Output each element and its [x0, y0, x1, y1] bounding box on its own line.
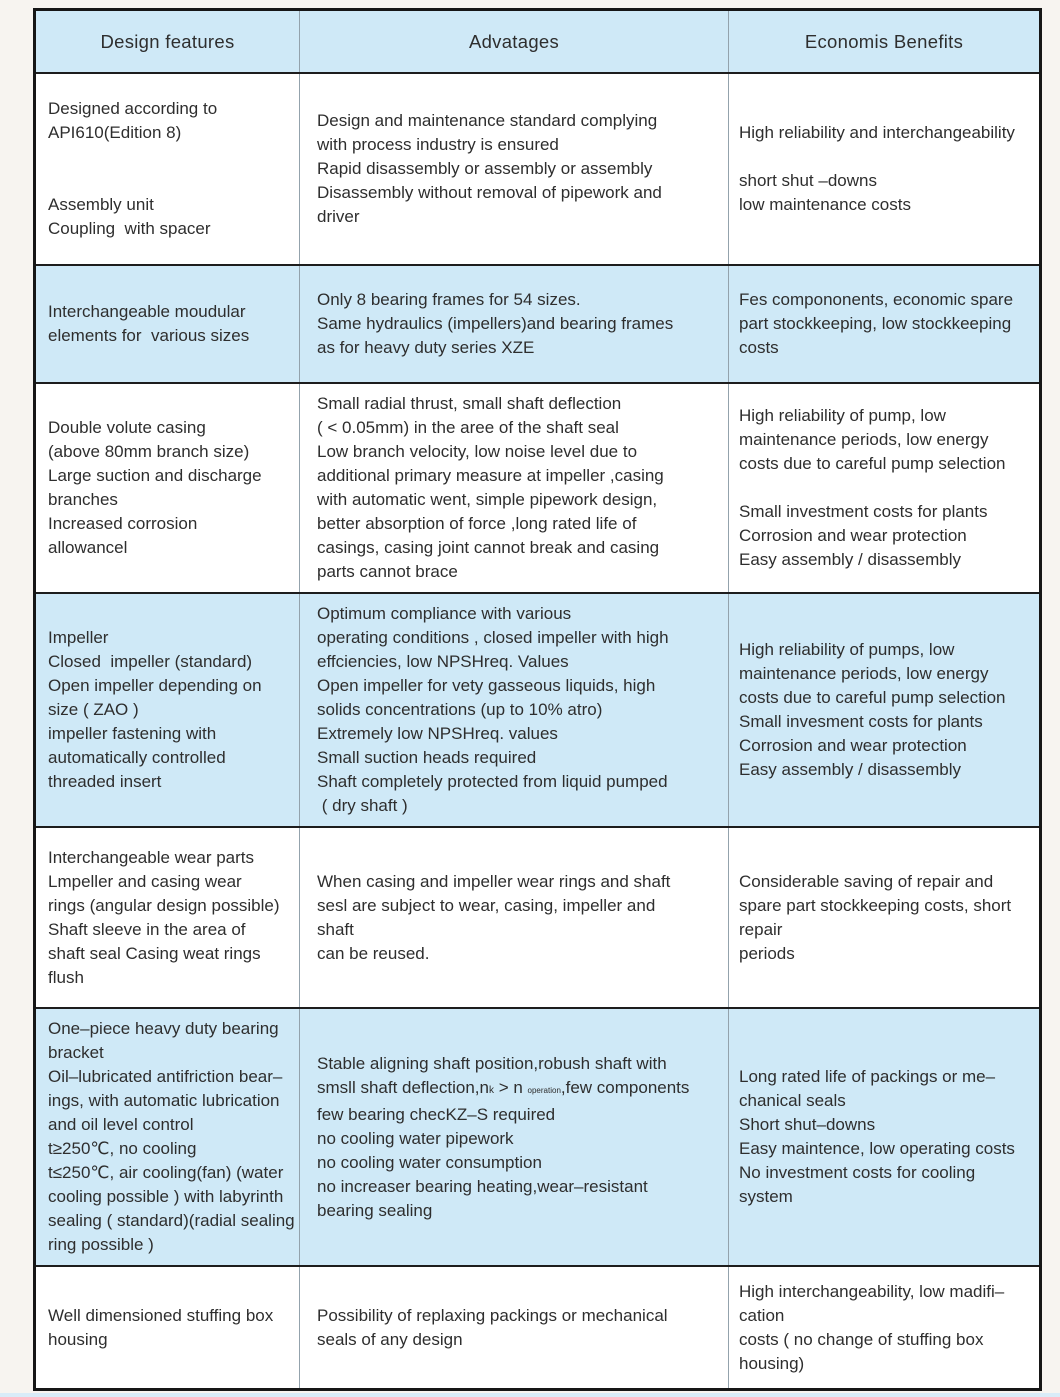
text-line: Increased corrosion — [48, 514, 198, 533]
text-line: system — [739, 1187, 793, 1206]
text-line: Open impeller for vety gasseous liquids, high — [317, 676, 656, 695]
text-line: Small radial thrust, small shaft deflection — [317, 394, 622, 413]
text-line: Shaft sleeve in the area of — [48, 919, 246, 939]
text-line: High reliability of pumps, low — [739, 640, 955, 659]
text-line: chanical seals — [739, 1091, 846, 1110]
text-line: Assembly unit — [48, 195, 154, 214]
text-line: driver — [317, 207, 360, 226]
design-features-cell — [36, 828, 299, 1007]
text-line: Short shut–downs — [739, 1115, 876, 1134]
benefits-cell — [728, 1009, 1039, 1265]
design-features-cell — [36, 266, 299, 382]
table-row — [36, 382, 1039, 592]
text-line: maintenance periods, low energy — [739, 430, 989, 449]
text-line: size ( ZAO ) — [48, 700, 139, 719]
text-line: as for heavy duty series XZE — [317, 338, 535, 357]
text-line: allowancel — [48, 538, 128, 557]
text-line: Easy assembly / disassembly — [739, 550, 962, 569]
text-line: bracket — [48, 1043, 104, 1062]
text-line: t≤250℃, air cooling(fan) (water — [48, 1163, 284, 1182]
text-line: Shaft completely protected from liquid pumped — [317, 772, 668, 791]
text-line: Coupling with spacer — [48, 219, 211, 238]
benefits-cell — [728, 828, 1039, 1007]
text-line: better absorption of force ,long rated life of — [317, 514, 637, 533]
text-line: and oil level control — [48, 1115, 194, 1134]
text-line: Small investment costs for plants — [739, 502, 988, 521]
text-line: housing) — [739, 1353, 805, 1373]
text-line: shaft seal Casing weat rings — [48, 943, 261, 963]
design-features-cell — [36, 1009, 299, 1265]
text-line: Same hydraulics (impellers)and bearing frames — [317, 314, 674, 333]
table-row — [36, 1265, 1039, 1388]
text-line: Disassembly without removal of pipework and — [317, 183, 662, 202]
text-line: One–piece heavy duty bearing — [48, 1019, 279, 1038]
design-features-cell — [36, 594, 299, 826]
text-line: periods — [739, 943, 795, 963]
benefits-cell — [728, 594, 1039, 826]
advantages-cell — [299, 594, 728, 826]
header-economic-benefits: Economis Benefits — [728, 11, 1039, 72]
text-line: No investment costs for cooling — [739, 1163, 976, 1182]
text-line: few bearing checKZ–S required — [317, 1104, 556, 1124]
text-line: API610(Edition 8) — [48, 123, 182, 142]
text-line: Stable aligning shaft position,robush shaft with — [317, 1053, 667, 1073]
text-line: t≥250℃, no cooling — [48, 1139, 197, 1158]
advantages-cell — [299, 266, 728, 382]
text-line: no increaser bearing heating,wear–resistant — [317, 1176, 648, 1196]
text-line: Small invesment costs for plants — [739, 712, 983, 731]
text-line: Low branch velocity, low noise level due to — [317, 442, 638, 461]
text-line: ings, with automatic lubrication — [48, 1091, 280, 1110]
text-line: maintenance periods, low energy — [739, 664, 989, 683]
text-line: operating conditions , closed impeller with high — [317, 628, 669, 647]
benefits-cell — [728, 1267, 1039, 1388]
text-line: Optimum compliance with various — [317, 604, 572, 623]
benefits-cell — [728, 74, 1039, 264]
text-line: bearing sealing — [317, 1200, 433, 1220]
text-line: sesl are subject to wear, casing, impeller and — [317, 895, 656, 915]
text-line: When casing and impeller wear rings and shaft — [317, 871, 671, 891]
text-line — [739, 476, 1037, 500]
text-line: ( dry shaft ) — [317, 796, 408, 815]
text-line: Only 8 bearing frames for 54 sizes. — [317, 290, 581, 309]
advantages-cell — [299, 1009, 728, 1265]
text-line: Considerable saving of repair and — [739, 871, 994, 891]
text-line: casings, casing joint cannot break and casing — [317, 538, 660, 557]
text-line: sealing ( standard)(radial sealing — [48, 1211, 295, 1230]
design-features-cell — [36, 1267, 299, 1388]
text-line: with automatic went, simple pipework design, — [317, 490, 658, 509]
text-line: additional primary measure at impeller ,casing — [317, 466, 664, 485]
text-line: Rapid disassembly or assembly or assembly — [317, 159, 653, 178]
text-line: Long rated life of packings or me– — [739, 1067, 996, 1086]
design-features-cell — [36, 74, 299, 264]
text-line: ( < 0.05mm) in the aree of the shaft seal — [317, 418, 619, 437]
features-benefits-table — [33, 8, 1042, 1391]
table-row — [36, 264, 1039, 382]
text-line: cation — [739, 1305, 785, 1325]
advantages-cell — [299, 384, 728, 592]
text-line: Large suction and discharge — [48, 466, 262, 485]
text-line — [48, 145, 297, 169]
text-line: can be reused. — [317, 943, 430, 963]
text-line: no cooling water consumption — [317, 1152, 542, 1172]
advantages-cell — [299, 74, 728, 264]
text-line: solids concentrations (up to 10% atro) — [317, 700, 603, 719]
text-line: low maintenance costs — [739, 195, 911, 214]
text-line: impeller fastening with — [48, 724, 217, 743]
text-line: cooling possible ) with labyrinth — [48, 1187, 284, 1206]
text-line: Interchangeable wear parts — [48, 847, 255, 867]
text-line: flush — [48, 967, 84, 987]
text-line: rings (angular design possible) — [48, 895, 280, 915]
text-line: Designed according to — [48, 99, 218, 118]
benefits-cell — [728, 266, 1039, 382]
text-line: repair — [739, 919, 783, 939]
text-line: automatically controlled — [48, 748, 226, 767]
text-line: Lmpeller and casing wear — [48, 871, 242, 891]
text-line: ring possible ) — [48, 1235, 154, 1254]
text-line: Small suction heads required — [317, 748, 537, 767]
text-line: Double volute casing — [48, 418, 206, 437]
text-line: Corrosion and wear protection — [739, 736, 967, 755]
table-row — [36, 826, 1039, 1007]
text-line: housing — [48, 1329, 108, 1349]
table-row — [36, 72, 1039, 264]
table-row — [36, 592, 1039, 826]
text-line: costs due to careful pump selection — [739, 688, 1006, 707]
text-line: Impeller — [48, 628, 109, 647]
text-line: Closed impeller (standard) — [48, 652, 253, 671]
text-line: Oil–lubricated antifriction bear– — [48, 1067, 283, 1086]
text-line: with process industry is ensured — [317, 135, 559, 154]
text-line: no cooling water pipework — [317, 1128, 514, 1148]
text-line: seals of any design — [317, 1329, 463, 1349]
page-bottom-strip — [0, 1393, 1060, 1397]
text-line: parts cannot brace — [317, 562, 458, 581]
text-line: Well dimensioned stuffing box — [48, 1305, 274, 1325]
text-line: Easy maintence, low operating costs — [739, 1139, 1015, 1158]
text-line: threaded insert — [48, 772, 162, 791]
text-line: Open impeller depending on — [48, 676, 262, 695]
text-line: (above 80mm branch size) — [48, 442, 250, 461]
text-line: Design and maintenance standard complying — [317, 111, 658, 130]
text-line: branches — [48, 490, 118, 509]
table-body — [36, 72, 1039, 1388]
text-line: elements for various sizes — [48, 326, 250, 345]
text-line: short shut –downs — [739, 171, 877, 190]
text-line: High interchangeability, low madifi– — [739, 1281, 1005, 1301]
text-line: costs due to careful pump selection — [739, 454, 1006, 473]
header-design-features: Design features — [100, 30, 235, 52]
text-line: High reliability of pump, low — [739, 406, 946, 425]
text-line: Easy assembly / disassembly — [739, 760, 962, 779]
advantages-cell — [299, 828, 728, 1007]
text-line: Extremely low NPSHreq. values — [317, 724, 558, 743]
table-row — [36, 1007, 1039, 1265]
text-segment: operation — [527, 1085, 561, 1095]
text-segment: smsll shaft deflection,n — [317, 1077, 489, 1097]
text-line: Possibility of replaxing packings or mechanical — [317, 1305, 668, 1325]
text-segment: k — [488, 1084, 494, 1096]
table-header-row — [36, 11, 1039, 72]
advantages-cell — [299, 1267, 728, 1388]
benefits-cell — [728, 384, 1039, 592]
text-line: shaft — [317, 919, 354, 939]
text-line: Interchangeable moudular — [48, 302, 246, 321]
text-line: part stockkeeping, low stockkeeping — [739, 314, 1012, 333]
text-line — [317, 1076, 724, 1103]
text-line: spare part stockkeeping costs, short — [739, 895, 1012, 915]
text-line: Fes compononents, economic spare — [739, 290, 1014, 309]
design-features-cell — [36, 384, 299, 592]
text-line: effciencies, low NPSHreq. Values — [317, 652, 569, 671]
text-line: costs — [739, 338, 779, 357]
text-segment: ,few components — [560, 1077, 690, 1097]
text-segment: > n — [493, 1077, 528, 1097]
text-line: Corrosion and wear protection — [739, 526, 967, 545]
text-line: High reliability and interchangeability — [739, 123, 1015, 142]
header-advantages: Advatages — [299, 11, 728, 72]
text-line — [739, 145, 1037, 169]
text-line: costs ( no change of stuffing box — [739, 1329, 984, 1349]
text-line — [48, 169, 297, 193]
